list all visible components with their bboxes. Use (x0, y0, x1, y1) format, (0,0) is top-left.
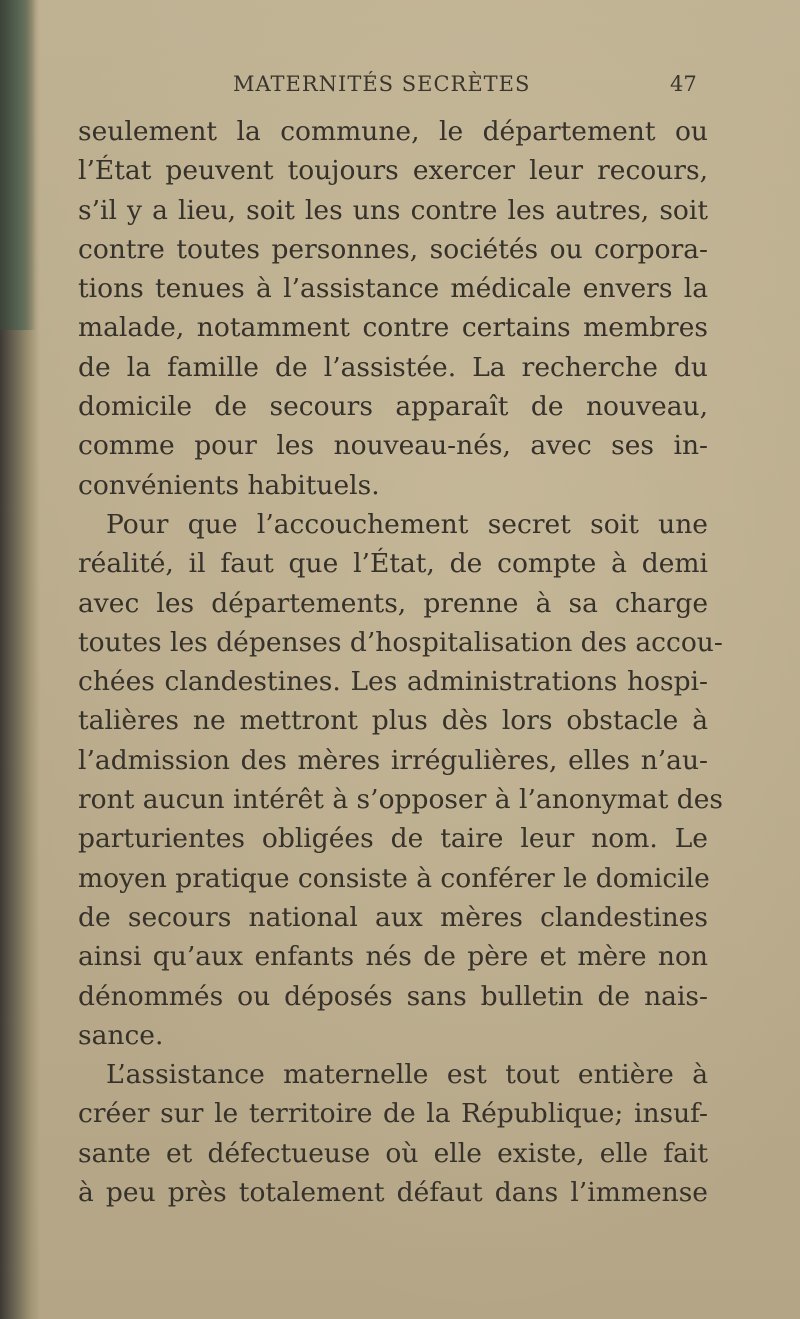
text-line: toutes les dépenses d’hospitalisation des accou- (78, 626, 723, 658)
text-line: convénients habituels. (78, 469, 380, 501)
text-line: talières ne mettront plus dès lors obstacle à (78, 705, 708, 737)
text-line: contre toutes personnes, sociétés ou corpora- (78, 233, 708, 265)
running-head: MATERNITÉS SECRÈTES (233, 72, 531, 96)
binding-tab (0, 0, 36, 330)
text-line: s’il y a lieu, soit les uns contre les autres, soit (78, 194, 708, 226)
text-line: de secours national aux mères clandestines (78, 901, 708, 933)
text-line: l’admission des mères irrégulières, elles n’au- (78, 744, 708, 776)
text-line: l’État peuvent toujours exercer leur recours, (78, 155, 708, 187)
text-line: avec les départements, prenne à sa charge (78, 587, 708, 619)
text-line: sante et défectueuse où elle existe, elle fait (78, 1137, 708, 1169)
text-line: parturientes obligées de taire leur nom. Le (78, 823, 708, 855)
text-line: dénommés ou déposés sans bulletin de nais- (78, 980, 708, 1012)
text-line: ainsi qu’aux enfants nés de père et mère non (78, 941, 708, 973)
text-line: seulement la commune, le département ou (78, 116, 708, 147)
text-line: ront aucun intérêt à s’opposer à l’anonymat des (78, 784, 724, 816)
body-text (78, 112, 724, 1212)
text-line: malade, notamment contre certains membres (78, 312, 708, 344)
text-line: domicile de secours apparaît de nouveau, (78, 391, 708, 423)
page-header (0, 72, 800, 102)
text-line: tions tenues à l’assistance médicale envers la (78, 273, 708, 305)
page-number: 47 (670, 72, 697, 96)
text-line: moyen pratique consiste à conférer le domicile (78, 862, 710, 894)
text-line: de la famille de l’assistée. La recherche du (78, 351, 708, 383)
text-line: créer sur le territoire de la République; insuf- (78, 1098, 708, 1130)
paragraph-start-line: L’assistance maternelle est tout entière à (106, 1059, 708, 1091)
text-line: réalité, il faut que l’État, de compte à demi (78, 548, 708, 580)
text-line: à peu près totalement défaut dans l’immense (78, 1177, 708, 1209)
text-line: chées clandestines. Les administrations hospi- (78, 666, 708, 698)
text-line: comme pour les nouveau-nés, avec ses in- (78, 430, 708, 462)
paragraph-start-line: Pour que l’accouchement secret soit une (106, 508, 708, 540)
text-line: sance. (78, 1019, 164, 1051)
